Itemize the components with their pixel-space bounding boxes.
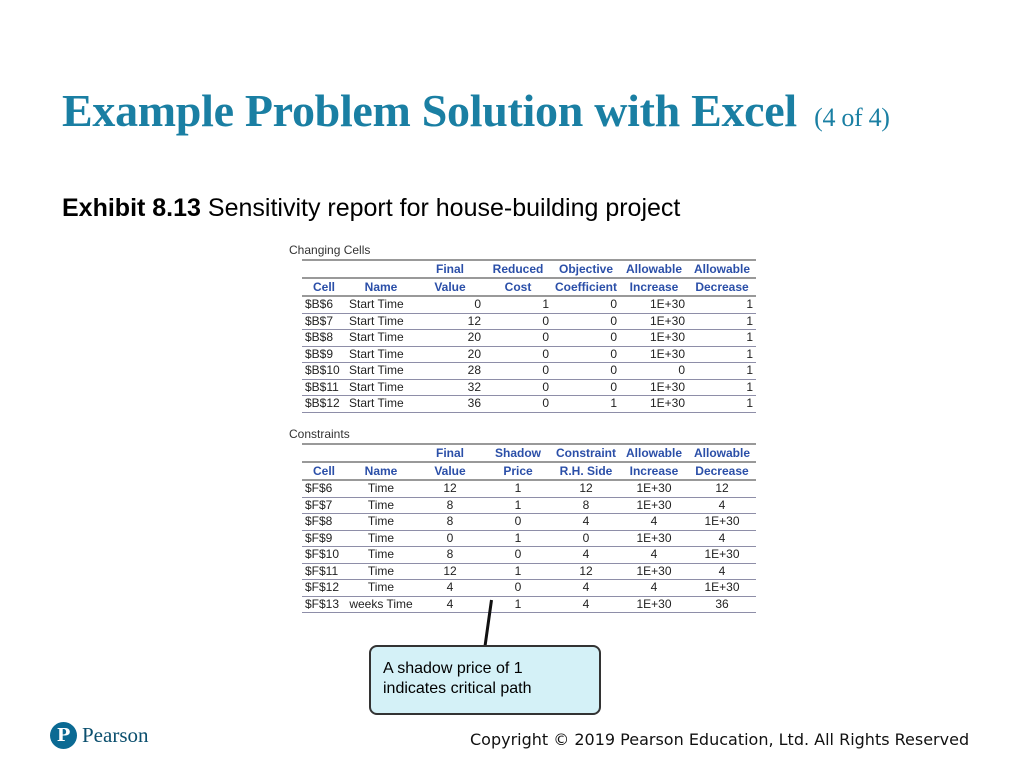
column-header: Allowable: [620, 260, 688, 278]
table-row: [302, 480, 756, 497]
table-cell: Time: [346, 563, 416, 580]
column-header: [302, 260, 346, 278]
table-cell: 1: [484, 296, 552, 313]
table-cell: $B$10: [302, 363, 346, 380]
table-cell: 4: [552, 547, 620, 564]
column-header: Final: [416, 444, 484, 462]
table-cell: 4: [688, 530, 756, 547]
table-cell: $F$11: [302, 563, 346, 580]
table-row: [302, 530, 756, 547]
table-cell: 0: [552, 330, 620, 347]
table-cell: 4: [552, 580, 620, 597]
table-cell: 1: [552, 396, 620, 413]
table-cell: 1E+30: [688, 514, 756, 531]
column-header: Final: [416, 260, 484, 278]
column-header: Increase: [620, 278, 688, 296]
table-cell: 1E+30: [620, 296, 688, 313]
table-cell: 0: [484, 313, 552, 330]
table-cell: 1E+30: [620, 313, 688, 330]
column-header: Name: [346, 462, 416, 480]
column-header: Name: [346, 278, 416, 296]
column-header: Shadow: [484, 444, 552, 462]
table-cell: Time: [346, 514, 416, 531]
table-row: [302, 313, 756, 330]
table-cell: 1: [484, 480, 552, 497]
table-row: [302, 346, 756, 363]
table-cell: $F$8: [302, 514, 346, 531]
constraints-table: [302, 443, 756, 613]
column-header: Price: [484, 462, 552, 480]
column-header: Cost: [484, 278, 552, 296]
table-cell: 4: [416, 596, 484, 613]
column-header: Cell: [302, 462, 346, 480]
table-cell: 1E+30: [620, 379, 688, 396]
column-header: [302, 444, 346, 462]
table-cell: 1: [688, 363, 756, 380]
column-header: Allowable: [688, 260, 756, 278]
column-header: Increase: [620, 462, 688, 480]
table-cell: 1E+30: [620, 596, 688, 613]
table-cell: 1E+30: [620, 563, 688, 580]
table-cell: Start Time: [346, 330, 416, 347]
column-header: Cell: [302, 278, 346, 296]
column-header: Value: [416, 462, 484, 480]
column-header: Value: [416, 278, 484, 296]
table-cell: 0: [484, 396, 552, 413]
table-cell: 12: [552, 563, 620, 580]
table-cell: 4: [416, 580, 484, 597]
shadow-price-callout: A shadow price of 1 indicates critical path: [369, 645, 601, 715]
table-cell: 1E+30: [620, 530, 688, 547]
table-cell: 28: [416, 363, 484, 380]
table-row: [302, 379, 756, 396]
table-cell: 32: [416, 379, 484, 396]
table-cell: 1E+30: [688, 547, 756, 564]
table-cell: $F$10: [302, 547, 346, 564]
table-cell: 4: [688, 497, 756, 514]
table-cell: 0: [620, 363, 688, 380]
header-row: [302, 278, 756, 296]
table-cell: 4: [620, 580, 688, 597]
table-row: [302, 596, 756, 613]
table-cell: 1E+30: [620, 497, 688, 514]
table-cell: 1: [688, 296, 756, 313]
title-main: Example Problem Solution with Excel: [62, 85, 797, 136]
table-cell: 0: [552, 363, 620, 380]
table-cell: 8: [416, 497, 484, 514]
column-header: Reduced: [484, 260, 552, 278]
column-header: [346, 444, 416, 462]
table-cell: 0: [552, 296, 620, 313]
changing-cells-label: Changing Cells: [289, 243, 371, 257]
table-cell: 12: [416, 313, 484, 330]
table-cell: 8: [552, 497, 620, 514]
table-cell: 1E+30: [620, 396, 688, 413]
table-cell: Start Time: [346, 396, 416, 413]
pearson-wordmark: Pearson: [82, 723, 149, 747]
changing-cells-header: [302, 260, 756, 296]
header-row: [302, 444, 756, 462]
table-cell: 4: [552, 514, 620, 531]
changing-cells-table: [302, 259, 756, 413]
table-cell: $B$11: [302, 379, 346, 396]
column-header: Allowable: [620, 444, 688, 462]
table-cell: 1: [484, 497, 552, 514]
table-cell: 0: [552, 379, 620, 396]
header-row: [302, 462, 756, 480]
pearson-p-icon: P: [50, 722, 77, 749]
table-cell: Start Time: [346, 346, 416, 363]
table-cell: 0: [552, 313, 620, 330]
table-cell: 36: [416, 396, 484, 413]
table-cell: $F$13: [302, 596, 346, 613]
table-cell: Time: [346, 480, 416, 497]
table-cell: 0: [484, 346, 552, 363]
constraints-label: Constraints: [289, 427, 350, 441]
table-row: [302, 514, 756, 531]
pearson-logo: [50, 722, 149, 749]
column-header: R.H. Side: [552, 462, 620, 480]
table-cell: 1E+30: [688, 580, 756, 597]
table-cell: $B$12: [302, 396, 346, 413]
table-cell: 1E+30: [620, 480, 688, 497]
table-cell: 1: [688, 346, 756, 363]
column-header: Objective: [552, 260, 620, 278]
table-cell: 4: [552, 596, 620, 613]
table-row: [302, 497, 756, 514]
table-cell: $B$7: [302, 313, 346, 330]
exhibit-text: Sensitivity report for house-building project: [207, 194, 681, 222]
table-row: [302, 363, 756, 380]
header-row: [302, 260, 756, 278]
table-cell: $F$9: [302, 530, 346, 547]
table-cell: 12: [416, 563, 484, 580]
table-cell: 0: [484, 363, 552, 380]
table-cell: Time: [346, 530, 416, 547]
table-cell: 4: [620, 547, 688, 564]
table-row: [302, 563, 756, 580]
table-cell: 20: [416, 330, 484, 347]
table-cell: 1: [688, 379, 756, 396]
table-cell: 12: [688, 480, 756, 497]
table-cell: $F$6: [302, 480, 346, 497]
table-cell: 12: [552, 480, 620, 497]
table-cell: 1: [688, 396, 756, 413]
table-cell: $B$8: [302, 330, 346, 347]
table-row: [302, 547, 756, 564]
table-cell: 8: [416, 514, 484, 531]
table-cell: Start Time: [346, 363, 416, 380]
table-cell: 0: [484, 547, 552, 564]
table-cell: Time: [346, 547, 416, 564]
slide-title: [62, 84, 890, 137]
table-cell: 1: [484, 530, 552, 547]
table-cell: 0: [552, 530, 620, 547]
table-cell: Start Time: [346, 313, 416, 330]
column-header: Constraint: [552, 444, 620, 462]
table-cell: 1: [688, 330, 756, 347]
table-cell: Start Time: [346, 379, 416, 396]
table-row: [302, 396, 756, 413]
exhibit-caption: [62, 194, 680, 223]
table-cell: Time: [346, 580, 416, 597]
exhibit-label: Exhibit 8.13: [62, 194, 201, 222]
table-cell: 20: [416, 346, 484, 363]
table-cell: 4: [688, 563, 756, 580]
table-cell: 1E+30: [620, 346, 688, 363]
column-header: Coefficient: [552, 278, 620, 296]
table-cell: 8: [416, 547, 484, 564]
table-cell: 1: [688, 313, 756, 330]
column-header: Decrease: [688, 462, 756, 480]
table-cell: 1E+30: [620, 330, 688, 347]
table-row: [302, 330, 756, 347]
constraints-header: [302, 444, 756, 480]
table-cell: 36: [688, 596, 756, 613]
table-cell: Start Time: [346, 296, 416, 313]
table-cell: weeks Time: [346, 596, 416, 613]
table-cell: 4: [620, 514, 688, 531]
table-cell: 12: [416, 480, 484, 497]
table-cell: 0: [484, 379, 552, 396]
table-cell: 1: [484, 563, 552, 580]
copyright-notice: Copyright © 2019 Pearson Education, Ltd. All Rights Reserved: [470, 730, 970, 749]
column-header: Allowable: [688, 444, 756, 462]
column-header: [346, 260, 416, 278]
table-cell: 0: [484, 580, 552, 597]
table-cell: 0: [484, 330, 552, 347]
column-header: Decrease: [688, 278, 756, 296]
table-cell: 0: [552, 346, 620, 363]
changing-cells-body: [302, 296, 756, 412]
table-cell: $B$9: [302, 346, 346, 363]
table-cell: 0: [416, 296, 484, 313]
table-row: [302, 296, 756, 313]
title-sub: (4 of 4): [814, 103, 890, 132]
table-row: [302, 580, 756, 597]
constraints-body: [302, 480, 756, 613]
table-cell: 0: [484, 514, 552, 531]
table-cell: 1: [484, 596, 552, 613]
table-cell: 0: [416, 530, 484, 547]
table-cell: $B$6: [302, 296, 346, 313]
table-cell: $F$12: [302, 580, 346, 597]
table-cell: Time: [346, 497, 416, 514]
table-cell: $F$7: [302, 497, 346, 514]
